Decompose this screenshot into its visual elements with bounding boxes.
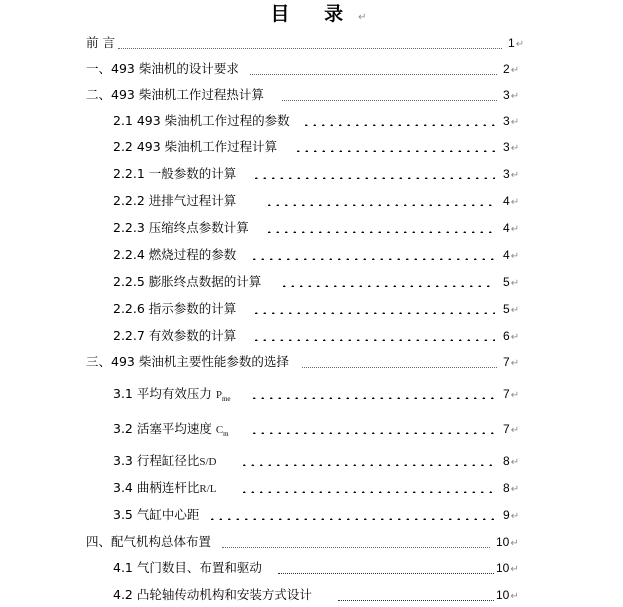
dot-leader bbox=[282, 98, 497, 101]
toc-entry-label: 3.2 活塞平均速度 bbox=[113, 421, 216, 436]
toc-entry-label: 4.1 气门数目、布置和驱动 bbox=[113, 558, 264, 578]
dot-leader bbox=[280, 285, 495, 287]
toc-entry-4-2[interactable] bbox=[0, 585, 623, 605]
toc-entry-2-2-6[interactable] bbox=[0, 299, 623, 319]
page-number: 8 bbox=[503, 481, 510, 495]
page-number: 8 bbox=[503, 454, 510, 468]
page-number: 3 bbox=[503, 114, 510, 128]
dot-leader bbox=[240, 464, 495, 466]
page-number: 10 bbox=[496, 561, 510, 575]
toc-entry-label: 3.1 平均有效压力 bbox=[113, 386, 216, 401]
paragraph-mark-icon: ↵ bbox=[510, 484, 520, 495]
subscript-me: me bbox=[221, 395, 231, 403]
dot-leader bbox=[265, 204, 495, 206]
paragraph-mark-icon: ↵ bbox=[510, 170, 520, 181]
toc-entry-2-2-3[interactable] bbox=[0, 218, 623, 238]
dot-leader bbox=[222, 545, 490, 548]
page-number: 3 bbox=[503, 88, 510, 102]
dot-leader bbox=[250, 432, 495, 434]
toc-entry-label: 一、493 柴油机的设计要求 bbox=[86, 59, 241, 79]
page-number: 7 bbox=[503, 355, 510, 369]
paragraph-mark-icon: ↵ bbox=[510, 511, 520, 522]
toc-entry-label: 2.2.6 指示参数的计算 bbox=[113, 299, 238, 319]
paragraph-mark-icon: ↵ bbox=[510, 305, 520, 316]
page-number: 10 bbox=[496, 588, 510, 602]
dot-leader bbox=[118, 46, 502, 49]
toc-entry-label: 二、493 柴油机工作过程热计算 bbox=[86, 85, 266, 105]
toc-entry-label: 2.2.3 压缩终点参数计算 bbox=[113, 218, 251, 238]
toc-entry-3-5[interactable] bbox=[0, 505, 623, 525]
paragraph-mark-icon: ↵ bbox=[510, 278, 520, 289]
page-number: 10 bbox=[496, 535, 510, 549]
paragraph-mark-icon: ↵ bbox=[510, 538, 519, 549]
toc-entry-chapter-3[interactable] bbox=[0, 352, 623, 372]
dot-leader bbox=[278, 572, 494, 574]
toc-entry-2-2-1[interactable] bbox=[0, 164, 623, 184]
toc-title-text: 目 录 bbox=[270, 3, 358, 25]
paragraph-mark-icon: ↵ bbox=[510, 457, 520, 468]
page-number: 9 bbox=[503, 508, 510, 522]
dot-leader bbox=[250, 397, 495, 399]
dot-leader bbox=[240, 491, 495, 493]
toc-entry-preface[interactable] bbox=[0, 33, 623, 53]
dot-leader bbox=[294, 150, 495, 152]
toc-entry-label: 3.3 行程缸径比 bbox=[113, 453, 200, 468]
toc-entry-chapter-2[interactable] bbox=[0, 85, 623, 105]
toc-entry-label: 2.2.4 燃烧过程的参数 bbox=[113, 245, 238, 265]
paragraph-mark-icon: ↵ bbox=[510, 117, 520, 128]
toc-entry-label: 2.2 493 柴油机工作过程计算 bbox=[113, 137, 279, 157]
page-number: 4 bbox=[503, 194, 510, 208]
page-number: 7 bbox=[503, 422, 510, 436]
toc-entry-label: 2.2.7 有效参数的计算 bbox=[113, 326, 238, 346]
dot-leader bbox=[250, 72, 497, 75]
paragraph-mark-icon: ↵ bbox=[510, 332, 520, 343]
toc-entry-2-2-2[interactable] bbox=[0, 191, 623, 211]
toc-entry-label: 四、配气机构总体布置 bbox=[86, 532, 213, 552]
paragraph-mark-icon: ↵ bbox=[510, 564, 519, 575]
toc-entry-2-2-5[interactable] bbox=[0, 272, 623, 292]
page-number: 4 bbox=[503, 221, 510, 235]
dot-leader bbox=[208, 518, 495, 520]
paragraph-mark-icon: ↵ bbox=[510, 358, 520, 369]
page-number: 4 bbox=[503, 248, 510, 262]
toc-entry-label: 三、493 柴油机主要性能参数的选择 bbox=[86, 352, 291, 372]
subscript-m: m bbox=[223, 430, 229, 438]
page-number: 6 bbox=[503, 329, 510, 343]
paragraph-mark-icon: ↵ bbox=[510, 425, 520, 436]
page-number: 5 bbox=[503, 302, 510, 316]
page-number: 5 bbox=[503, 275, 510, 289]
dot-leader bbox=[338, 599, 494, 601]
toc-entry-2-2-7[interactable] bbox=[0, 326, 623, 346]
dot-leader bbox=[302, 365, 497, 368]
page-number: 2 bbox=[503, 62, 510, 76]
toc-entry-label: 3.5 气缸中心距 bbox=[113, 505, 201, 525]
symbol-r-over-l: R/L bbox=[199, 483, 217, 495]
paragraph-mark-icon: ↵ bbox=[510, 91, 520, 102]
symbol-s-over-d: S/D bbox=[199, 456, 217, 468]
paragraph-mark-icon: ↵ bbox=[515, 39, 525, 50]
toc-entry-label: 2.2.1 一般参数的计算 bbox=[113, 164, 238, 184]
symbol-c: C bbox=[215, 424, 224, 436]
toc-entry-2-2-4[interactable] bbox=[0, 245, 623, 265]
toc-entry-4-1[interactable] bbox=[0, 558, 623, 578]
toc-entry-3-2[interactable] bbox=[0, 419, 623, 439]
toc-entry-chapter-1[interactable] bbox=[0, 59, 623, 79]
toc-entry-label: 2.2.5 膨胀终点数据的计算 bbox=[113, 272, 263, 292]
dot-leader bbox=[252, 177, 495, 179]
dot-leader bbox=[252, 339, 495, 341]
toc-entry-label: 前 言 bbox=[86, 33, 117, 53]
toc-entry-2-1[interactable] bbox=[0, 111, 623, 131]
toc-entry-label: 2.1 493 柴油机工作过程的参数 bbox=[113, 111, 292, 131]
toc-entry-3-1[interactable] bbox=[0, 384, 623, 404]
toc-entry-label: 4.2 凸轮轴传动机构和安装方式设计 bbox=[113, 585, 314, 605]
paragraph-mark-icon: ↵ bbox=[510, 197, 520, 208]
page-number: 3 bbox=[503, 167, 510, 181]
toc-entry-2-2[interactable] bbox=[0, 137, 623, 157]
toc-entry-chapter-4[interactable] bbox=[0, 532, 623, 552]
page-number: 3 bbox=[503, 140, 510, 154]
paragraph-mark-icon: ↵ bbox=[510, 224, 520, 235]
paragraph-mark-icon: ↵ bbox=[510, 65, 520, 76]
toc-entry-label: 3.4 曲柄连杆比 bbox=[113, 480, 200, 495]
dot-leader bbox=[250, 258, 495, 260]
paragraph-mark-icon: ↵ bbox=[510, 591, 519, 602]
dot-leader bbox=[252, 312, 495, 314]
paragraph-mark-icon: ↵ bbox=[510, 390, 520, 401]
toc-entry-label: 2.2.2 进排气过程计算 bbox=[113, 191, 238, 211]
toc-title bbox=[0, 2, 623, 30]
dot-leader bbox=[302, 124, 495, 126]
toc-entry-3-3[interactable] bbox=[0, 451, 623, 471]
dot-leader bbox=[265, 231, 495, 233]
symbol-p: P bbox=[215, 389, 222, 401]
page-number: 7 bbox=[503, 387, 510, 401]
paragraph-mark-icon: ↵ bbox=[358, 12, 367, 23]
paragraph-mark-icon: ↵ bbox=[510, 143, 520, 154]
page-number: 1 bbox=[508, 36, 515, 50]
paragraph-mark-icon: ↵ bbox=[510, 251, 520, 262]
toc-entry-3-4[interactable] bbox=[0, 478, 623, 498]
